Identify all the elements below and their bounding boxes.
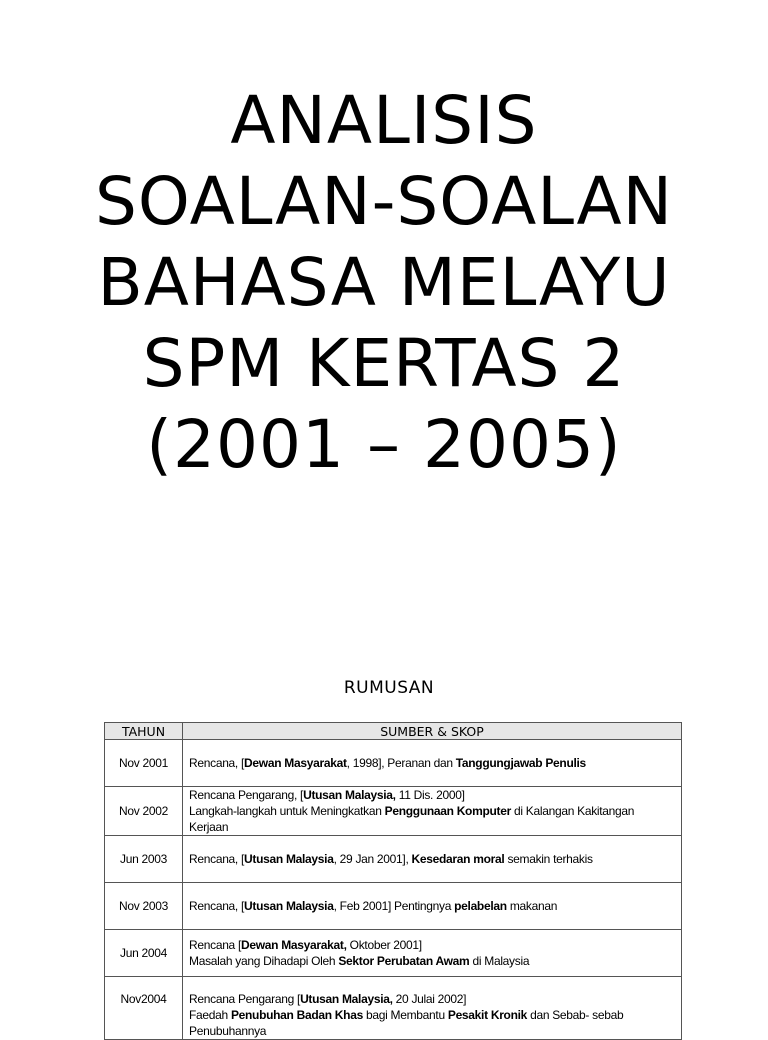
row-source: Rencana, [Utusan Malaysia, Feb 2001] Pentingnya pelabelan makanan [183, 883, 682, 930]
row-year: Nov 2003 [105, 883, 183, 930]
table-row [105, 787, 682, 836]
header-year: TAHUN [105, 723, 183, 740]
row-source: Rencana, [Dewan Masyarakat, 1998], Peranan dan Tanggungjawab Penulis [183, 740, 682, 787]
row-year: Jun 2003 [105, 836, 183, 883]
table-row [105, 836, 682, 883]
table-row [105, 883, 682, 930]
summary-table [104, 722, 682, 1040]
row-source: Rencana Pengarang [Utusan Malaysia, 20 Julai 2002] Faedah Penubuhan Badan Khas bagi Membantu Pesakit Kronik dan Sebab- sebab Penubuhannya [183, 977, 682, 1040]
table-header-row [105, 723, 682, 740]
row-year: Jun 2004 [105, 930, 183, 977]
title-line-1: ANALISIS [230, 82, 538, 159]
row-source: Rencana Pengarang, [Utusan Malaysia, 11 Dis. 2000] Langkah-langkah untuk Meningkatkan Penggunaan Komputer di Kalangan Kakitangan Kerjaan [183, 787, 682, 836]
row-year: Nov 2002 [105, 787, 183, 836]
title-line-2: SOALAN-SOALAN [94, 163, 674, 240]
table-row [105, 740, 682, 787]
title-line-5: (2001 – 2005) [146, 406, 622, 483]
document-title [0, 80, 768, 485]
section-subtitle: RUMUSAN [343, 678, 435, 698]
row-year: Nov2004 [105, 977, 183, 1040]
title-line-3: BAHASA MELAYU [97, 244, 671, 321]
header-source: SUMBER & SKOP [183, 723, 682, 740]
table-row [105, 977, 682, 1040]
title-line-4: SPM KERTAS 2 [142, 325, 626, 402]
table-row [105, 930, 682, 977]
row-source: Rencana [Dewan Masyarakat, Oktober 2001] Masalah yang Dihadapi Oleh Sektor Perubatan Awam di Malaysia [183, 930, 682, 977]
row-source: Rencana, [Utusan Malaysia, 29 Jan 2001], Kesedaran moral semakin terhakis [183, 836, 682, 883]
row-year: Nov 2001 [105, 740, 183, 787]
